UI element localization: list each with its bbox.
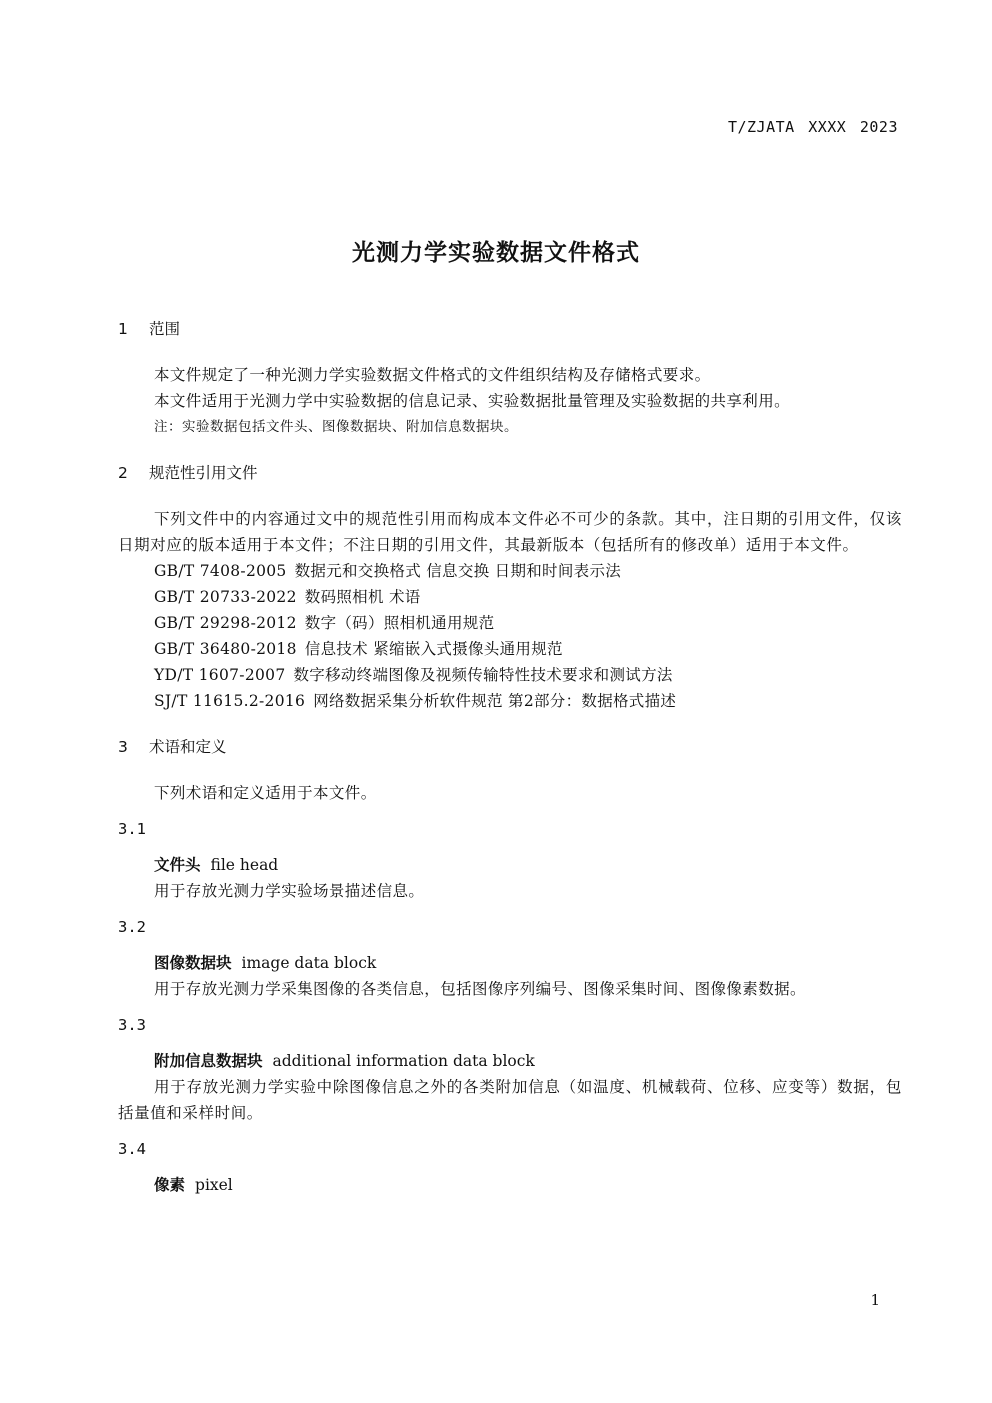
reference-code: SJ/T 11615.2-2016 [154, 692, 306, 710]
reference-code: GB/T 20733-2022 [154, 588, 297, 606]
reference-item [118, 584, 902, 610]
reference-name: 数字移动终端图像及视频传输特性技术要求和测试方法 [293, 666, 673, 684]
reference-item [118, 662, 902, 688]
document-title: 光测力学实验数据文件格式 [352, 240, 640, 266]
reference-name: 数据元和交换格式 信息交换 日期和时间表示法 [294, 562, 622, 580]
reference-name: 数码照相机 术语 [304, 588, 421, 606]
term-definition: 用于存放光测力学采集图像的各类信息，包括图像序列编号、图像采集时间、图像像素数据。 [154, 980, 806, 998]
term-entry [118, 1048, 902, 1074]
term-chinese: 图像数据块 [154, 954, 232, 972]
term-chinese: 像素 [154, 1176, 186, 1194]
term-entry [118, 852, 902, 878]
term-entry [118, 950, 902, 976]
scope-paragraph-1: 本文件规定了一种光测力学实验数据文件格式的文件组织结构及存储格式要求。 [154, 366, 711, 384]
section-title: 规范性引用文件 [148, 464, 258, 482]
term-number: 3.3 [118, 1016, 146, 1034]
term-chinese: 文件头 [154, 856, 201, 874]
section-number: 2 [118, 464, 128, 482]
reference-name: 数字（码）照相机通用规范 [304, 614, 495, 632]
section-heading-normative-references [118, 460, 902, 486]
scope-paragraph-2: 本文件适用于光测力学中实验数据的信息记录、实验数据批量管理及实验数据的共享利用。 [154, 392, 791, 410]
term-number: 3.2 [118, 918, 146, 936]
section-number: 3 [118, 738, 128, 756]
term-english: pixel [195, 1176, 233, 1194]
reference-code: YD/T 1607-2007 [154, 666, 286, 684]
section-number: 1 [118, 320, 128, 338]
term-number: 3.1 [118, 820, 146, 838]
reference-item [118, 636, 902, 662]
reference-code: GB/T 7408-2005 [154, 562, 287, 580]
document-code: T/ZJATA XXXX 2023 [727, 118, 898, 136]
term-entry [118, 1172, 902, 1198]
section-heading-scope [118, 316, 902, 342]
scope-note: 注：实验数据包括文件头、图像数据块、附加信息数据块。 [154, 419, 518, 435]
reference-item [118, 610, 902, 636]
section-title: 术语和定义 [148, 738, 227, 756]
term-english: file head [210, 856, 279, 874]
term-number: 3.4 [118, 1140, 146, 1158]
page-number: 1 [870, 1291, 880, 1309]
reference-name: 信息技术 紧缩嵌入式摄像头通用规范 [304, 640, 563, 658]
term-english: additional information data block [272, 1052, 535, 1070]
term-chinese: 附加信息数据块 [154, 1052, 263, 1070]
term-english: image data block [241, 954, 377, 972]
reference-code: GB/T 36480-2018 [154, 640, 297, 658]
section-heading-terms [118, 734, 902, 760]
reference-item [118, 558, 902, 584]
reference-item [118, 688, 902, 714]
terms-intro: 下列术语和定义适用于本文件。 [154, 784, 377, 802]
reference-name: 网络数据采集分析软件规范 第2部分：数据格式描述 [313, 692, 677, 710]
term-definition: 用于存放光测力学实验场景描述信息。 [154, 882, 425, 900]
references-intro: 下列文件中的内容通过文中的规范性引用而构成本文件必不可少的条款。其中，注日期的引用文件，仅该日期对应的版本适用于本文件；不注日期的引用文件，其最新版本（包括所有的修改单）适用于本文件。 [118, 510, 902, 554]
section-title: 范围 [148, 320, 180, 338]
document-body [118, 316, 902, 1198]
term-definition: 用于存放光测力学实验中除图像信息之外的各类附加信息（如温度、机械载荷、位移、应变等）数据，包括量值和采样时间。 [118, 1078, 902, 1122]
reference-code: GB/T 29298-2012 [154, 614, 297, 632]
